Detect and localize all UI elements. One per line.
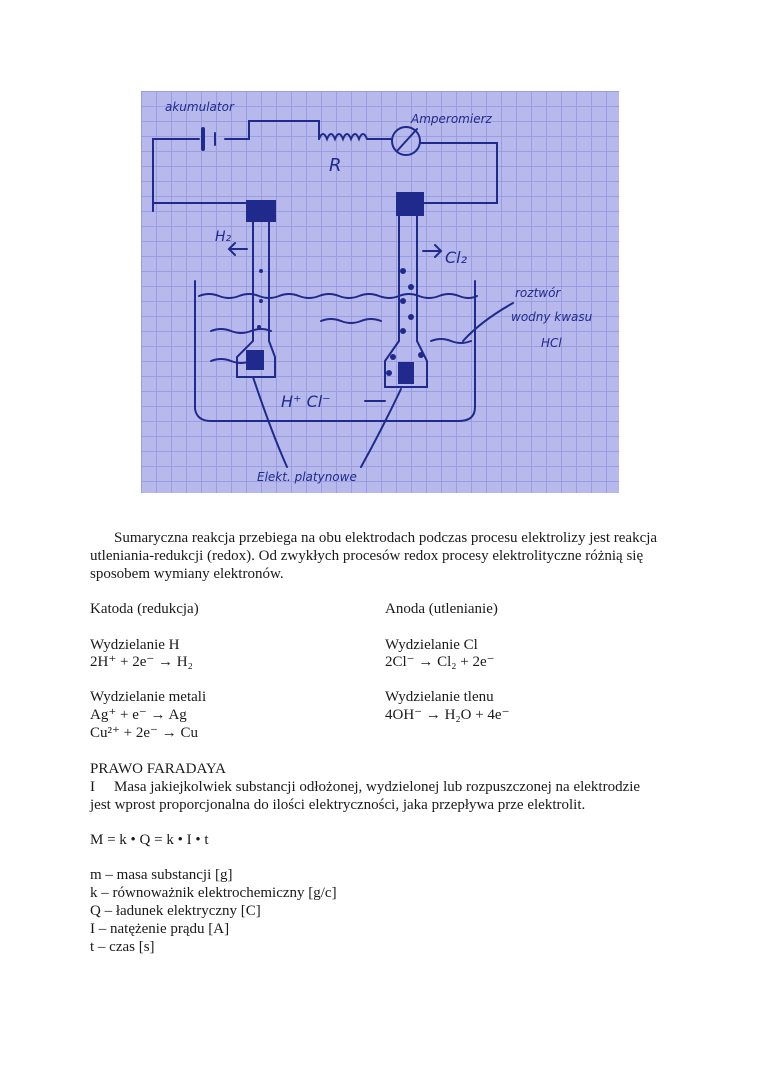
anode-title: Anoda (utlenianie) xyxy=(385,601,498,617)
cl2-arrow xyxy=(423,245,441,257)
solution-label-3: HCl xyxy=(541,336,562,350)
resistor-label: R xyxy=(329,155,342,176)
anode-plate xyxy=(399,363,413,383)
intro-line-1: Sumaryczna reakcja przebiega na obu elektrodach podczas procesu elektrolizy jest reakcja xyxy=(114,530,658,546)
electrolysis-diagram-photo xyxy=(141,91,619,493)
faraday-heading: PRAWO FARADAYA xyxy=(90,761,226,777)
resistor-coil xyxy=(319,134,391,139)
anode-cl-heading: Wydzielanie Cl xyxy=(385,637,478,653)
cathode-h-equation: 2H⁺ + 2e⁻ → H₂ xyxy=(90,654,193,670)
anode-tube xyxy=(385,211,427,387)
circuit-wire xyxy=(225,121,319,139)
liquid-wave xyxy=(321,319,381,323)
legend-item: m – masa substancji [g] xyxy=(90,867,233,883)
anode-o-heading: Wydzielanie tlenu xyxy=(385,689,494,705)
faraday-law-line-2: jest wprost proporcjonalna do ilości elektryczności, jaka przepływa prze elektrolit. xyxy=(90,797,586,813)
intro-line-3: sposobem wymiany elektronów. xyxy=(90,566,284,582)
anode-cap xyxy=(397,193,423,215)
liquid-surface xyxy=(199,294,477,298)
solution-label-2: wodny kwasu xyxy=(511,310,593,324)
cathode-plate xyxy=(247,351,263,369)
cathode-h-heading: Wydzielanie H xyxy=(90,637,180,653)
h2-label: H₂ xyxy=(215,229,232,245)
faraday-law-number: I xyxy=(90,779,95,795)
cathode-title: Katoda (redukcja) xyxy=(90,601,199,617)
intro-line-2: utleniania-redukcji (redox). Od zwykłych procesów redox procesy elektrolityczne różnią się xyxy=(90,548,644,564)
cathode-cap xyxy=(247,201,275,221)
battery-label: akumulator xyxy=(165,100,234,114)
solution-pointer xyxy=(463,303,513,341)
anode-o-equation: 4OH⁻ → H₂O + 4e⁻ xyxy=(385,707,510,723)
ions-label: H⁺ Cl⁻ xyxy=(281,392,331,411)
anode-cl-equation: 2Cl⁻ → Cl₂ + 2e⁻ xyxy=(385,654,495,670)
faraday-formula: M = k • Q = k • I • t xyxy=(90,832,209,848)
legend-item: t – czas [s] xyxy=(90,939,155,955)
circuit-wire xyxy=(153,139,199,211)
legend-item: I – natężenie prądu [A] xyxy=(90,921,230,937)
cl2-label: Cl₂ xyxy=(445,248,468,267)
legend-item: Q – ładunek elektryczny [C] xyxy=(90,903,261,919)
circuit-wire xyxy=(413,143,497,203)
ammeter-label: Amperomierz xyxy=(411,112,492,126)
h2-arrow xyxy=(229,243,247,255)
liquid-wave xyxy=(211,329,271,333)
faraday-law-line-1: Masa jakiejkolwiek substancji odłożonej, wydzielonej lub rozpuszczonej na elektrodzie xyxy=(114,779,641,795)
solution-label-1: roztwór xyxy=(515,286,561,300)
beaker xyxy=(195,281,475,421)
electrolysis-sketch xyxy=(141,91,619,493)
cathode-ag-equation: Ag⁺ + e⁻ → Ag xyxy=(90,707,187,723)
liquid-wave xyxy=(211,359,251,363)
electrodes-label: Elekt. platynowe xyxy=(257,470,357,484)
legend-item: k – równoważnik elektrochemiczny [g/c] xyxy=(90,885,337,901)
cathode-cu-equation: Cu²⁺ + 2e⁻ → Cu xyxy=(90,725,198,741)
cathode-metal-heading: Wydzielanie metali xyxy=(90,689,207,705)
